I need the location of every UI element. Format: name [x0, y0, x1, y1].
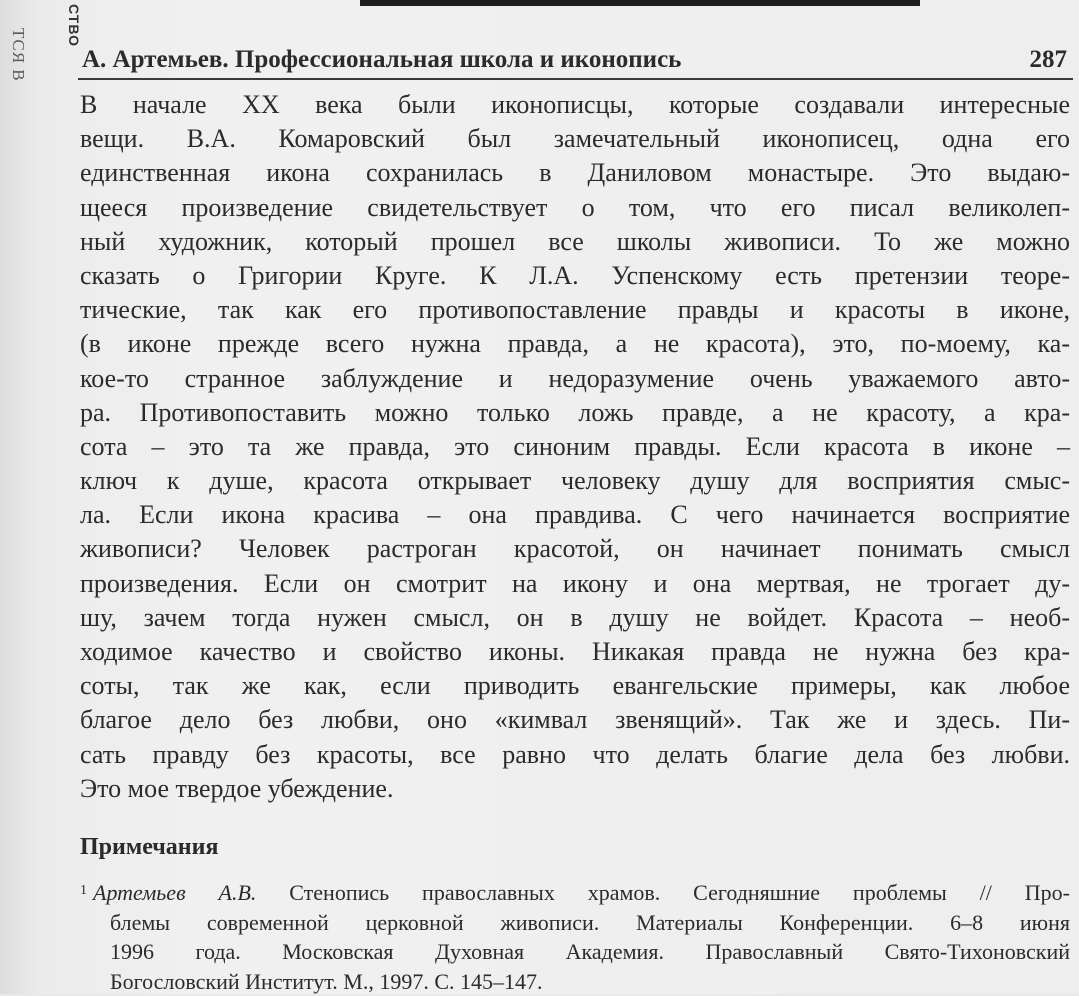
text-line: ра. Противопоставить можно только ложь правде, а не красоту, а кра- — [80, 396, 1070, 430]
running-header — [78, 44, 1073, 80]
footnote-number: 1 — [80, 883, 87, 898]
text-line: ла. Если икона красива – она правдива. С чего начинается восприятие — [80, 498, 1070, 532]
text-line: ный художник, который прошел все школы живописи. То же можно — [80, 225, 1070, 259]
text-line: сота – это та же правда, это синоним правды. Если красота в иконе – — [80, 430, 1070, 464]
text-line: Это мое твердое убеждение. — [80, 772, 1070, 806]
body-paragraph — [80, 88, 1070, 806]
text-line: вещи. В.А. Комаровский был замечательный иконописец, одна его — [80, 122, 1070, 156]
text-line: соты, так же как, если приводить евангельские примеры, как любое — [80, 669, 1070, 703]
text-line: произведения. Если он смотрит на икону и она мертвая, не трогает ду- — [80, 567, 1070, 601]
text-line: ключ к душе, красота открывает человеку душу для восприятия смыс- — [80, 464, 1070, 498]
running-title: А. Артемьев. Профессиональная школа и иконопись — [82, 46, 681, 74]
text-line: В начале XX века были иконописцы, которые создавали интересные — [80, 88, 1070, 122]
section-label: СТВО — [66, 4, 82, 47]
text-line: шу, зачем тогда нужен смысл, он в душу не войдет. Красота – необ- — [80, 601, 1070, 635]
footnote-line: Богословский Институт. М., 1997. С. 145–147. — [80, 967, 1070, 996]
previous-page-fragment: ТСЯ В — [8, 28, 28, 82]
text-line: сать правду без красоты, все равно что делать благие дела без любви. — [80, 738, 1070, 772]
text-line: кое-то странное заблуждение и недоразумение очень уважаемого авто- — [80, 362, 1070, 396]
text-line: щееся произведение свидетельствует о том, что его писал великолеп- — [80, 191, 1070, 225]
notes-heading: Примечания — [80, 834, 218, 861]
scan-top-edge — [360, 0, 920, 6]
text-line: (в иконе прежде всего нужна правда, а не красота), это, по-моему, ка- — [80, 327, 1070, 361]
spine-margin — [0, 0, 80, 120]
footnote-line: блемы современной церковной живописи. Материалы Конференции. 6–8 июня — [80, 908, 1070, 938]
text-line: единственная икона сохранилась в Даниловом монастыре. Это выдаю- — [80, 156, 1070, 190]
footnote-text: Стенопись православных храмов. Сегодняшние проблемы // Про- — [289, 880, 1070, 905]
text-line: тические, так как его противопоставление правды и красоты в иконе, — [80, 293, 1070, 327]
footnote-line: 1996 года. Московская Духовная Академия. Православный Свято-Тихоновский — [80, 937, 1070, 967]
text-line: живописи? Человек растроган красотой, он начинает понимать смысл — [80, 532, 1070, 566]
footnotes — [80, 878, 1070, 996]
text-line: сказать о Григории Круге. К Л.А. Успенскому есть претензии теоре- — [80, 259, 1070, 293]
text-line: благое дело без любви, оно «кимвал звенящий». Так же и здесь. Пи- — [80, 703, 1070, 737]
footnote-first-line — [80, 878, 1070, 908]
page-number: 287 — [1030, 46, 1068, 74]
text-line: ходимое качество и свойство иконы. Никакая правда не нужна без кра- — [80, 635, 1070, 669]
footnote-author: Артемьев А.В. — [93, 880, 256, 905]
